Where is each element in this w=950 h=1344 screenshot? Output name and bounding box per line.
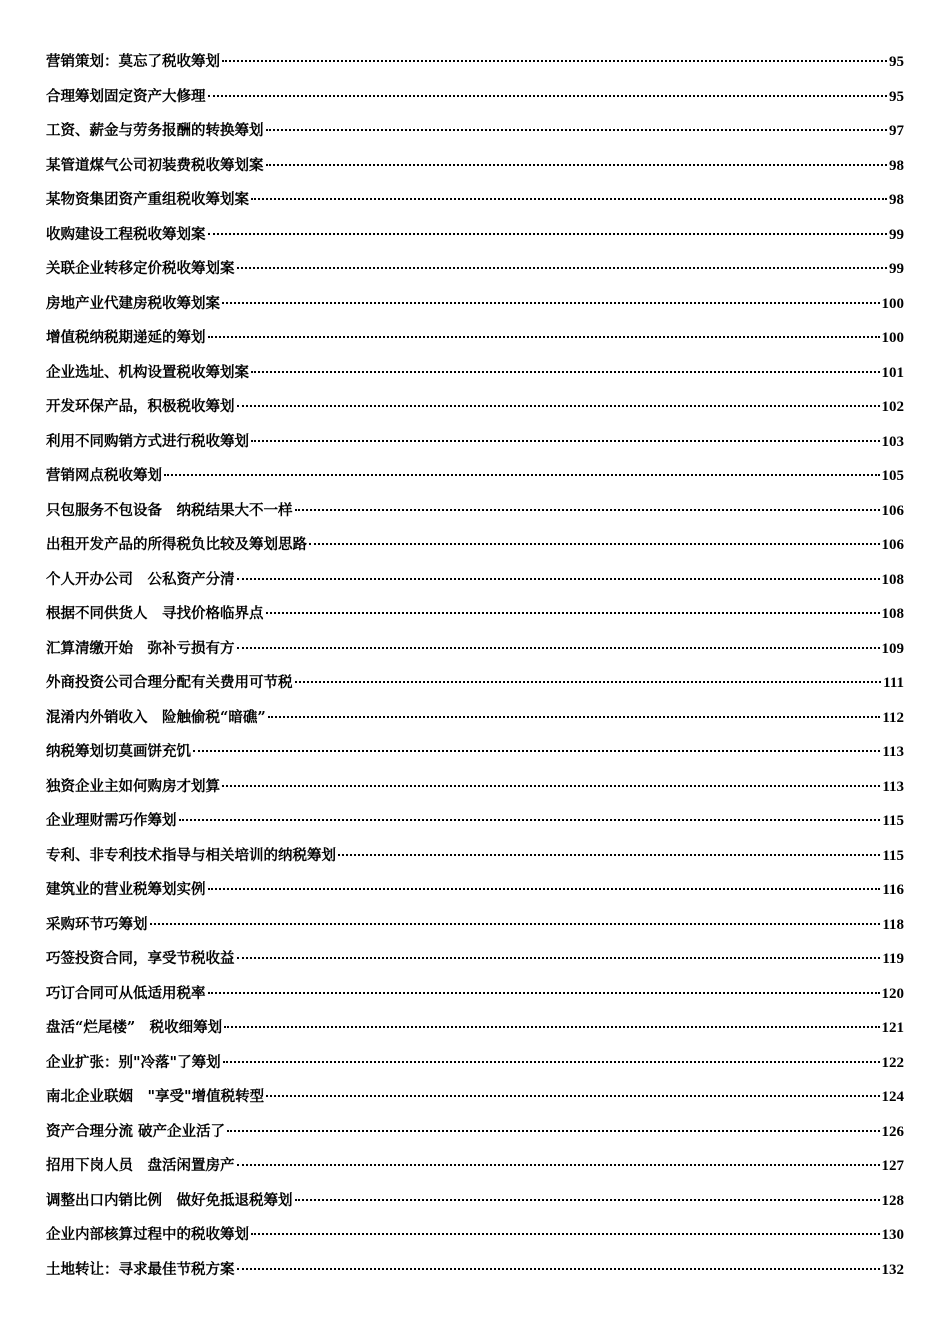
toc-entry-page: 115 xyxy=(882,847,904,864)
toc-entry[interactable] xyxy=(46,563,904,598)
toc-entry-page: 98 xyxy=(889,157,904,174)
toc-entry[interactable] xyxy=(46,701,904,736)
dot-leader xyxy=(309,543,880,545)
dot-leader xyxy=(237,267,888,269)
dot-leader xyxy=(251,371,880,373)
dot-leader xyxy=(295,681,882,683)
dot-leader xyxy=(179,819,881,821)
toc-entry[interactable] xyxy=(46,425,904,460)
toc-entry[interactable] xyxy=(46,287,904,322)
toc-entry-title: 收购建设工程税收筹划案 xyxy=(46,225,206,243)
toc-entry[interactable] xyxy=(46,1184,904,1219)
toc-entry-page: 116 xyxy=(882,882,904,898)
dot-leader xyxy=(222,785,880,787)
toc-entry-title: 巧订合同可从低适用税率 xyxy=(46,984,206,1002)
toc-entry-title: 建筑业的营业税筹划实例 xyxy=(46,881,206,898)
toc-entry[interactable] xyxy=(46,252,904,287)
toc-entry-page: 108 xyxy=(881,606,904,622)
dot-leader xyxy=(208,336,880,338)
dot-leader xyxy=(150,923,881,925)
toc-entry[interactable] xyxy=(46,80,904,115)
table-of-contents xyxy=(46,45,904,1287)
toc-entry-page: 102 xyxy=(881,399,904,415)
toc-entry-page: 120 xyxy=(881,985,904,1002)
toc-entry-title: 某管道煤气公司初装费税收筹划案 xyxy=(46,156,264,174)
toc-entry[interactable] xyxy=(46,149,904,184)
toc-entry[interactable] xyxy=(46,977,904,1012)
toc-entry-title: 开发环保产品，积极税收筹划 xyxy=(46,398,235,415)
toc-entry-title: 工资、薪金与劳务报酬的转换筹划 xyxy=(46,122,264,139)
dot-leader xyxy=(164,474,880,476)
toc-entry[interactable] xyxy=(46,1011,904,1046)
toc-entry-title: 盘活“烂尾楼” 税收细筹划 xyxy=(46,1019,223,1036)
toc-entry[interactable] xyxy=(46,321,904,356)
toc-entry-page: 119 xyxy=(882,951,904,967)
toc-entry-title: 根据不同供货人 寻找价格临界点 xyxy=(46,605,264,622)
toc-entry-title: 某物资集团资产重组税收筹划案 xyxy=(46,191,249,208)
toc-entry[interactable] xyxy=(46,942,904,977)
dot-leader xyxy=(223,1061,880,1063)
toc-entry-page: 111 xyxy=(883,675,904,691)
toc-entry-page: 115 xyxy=(882,813,904,829)
toc-entry-title: 增值税纳税期递延的筹划 xyxy=(46,329,206,346)
toc-entry[interactable] xyxy=(46,908,904,943)
toc-entry-page: 98 xyxy=(889,192,904,208)
dot-leader xyxy=(208,888,881,890)
toc-entry[interactable] xyxy=(46,1115,904,1150)
toc-entry-page: 118 xyxy=(882,916,904,933)
toc-entry-page: 106 xyxy=(881,537,904,553)
toc-entry-page: 122 xyxy=(881,1054,904,1071)
toc-entry[interactable] xyxy=(46,494,904,529)
dot-leader xyxy=(237,578,880,580)
toc-entry[interactable] xyxy=(46,632,904,667)
toc-entry-page: 113 xyxy=(882,778,904,795)
toc-entry-title: 营销策划：莫忘了税收筹划 xyxy=(46,53,220,70)
toc-entry-page: 128 xyxy=(881,1192,904,1209)
toc-entry[interactable] xyxy=(46,459,904,494)
toc-entry-title: 利用不同购销方式进行税收筹划 xyxy=(46,432,249,450)
toc-entry-page: 106 xyxy=(881,502,904,519)
toc-entry[interactable] xyxy=(46,873,904,908)
toc-entry-page: 124 xyxy=(881,1089,904,1105)
toc-entry[interactable] xyxy=(46,804,904,839)
dot-leader xyxy=(193,750,880,752)
dot-leader xyxy=(237,405,880,407)
toc-entry-page: 130 xyxy=(881,1227,904,1243)
dot-leader xyxy=(208,233,888,235)
dot-leader xyxy=(237,957,881,959)
toc-entry-page: 109 xyxy=(881,640,904,657)
toc-entry[interactable] xyxy=(46,1253,904,1288)
dot-leader xyxy=(237,1164,880,1166)
dot-leader xyxy=(266,1095,879,1097)
toc-entry-page: 105 xyxy=(881,468,904,484)
dot-leader xyxy=(222,60,887,62)
toc-entry[interactable] xyxy=(46,218,904,253)
toc-entry-title: 纳税筹划切莫画饼充饥 xyxy=(46,743,191,760)
dot-leader xyxy=(266,129,888,131)
toc-entry-page: 100 xyxy=(881,330,904,346)
dot-leader xyxy=(222,302,880,304)
toc-entry[interactable] xyxy=(46,735,904,770)
dot-leader xyxy=(251,198,887,200)
toc-entry-title: 招用下岗人员 盘活闲置房产 xyxy=(46,1157,235,1174)
toc-entry-title: 调整出口内销比例 做好免抵退税筹划 xyxy=(46,1191,293,1209)
toc-entry[interactable] xyxy=(46,45,904,80)
toc-entry-title: 个人开办公司 公私资产分清 xyxy=(46,570,235,588)
toc-entry[interactable] xyxy=(46,528,904,563)
dot-leader xyxy=(268,716,881,718)
toc-entry-title: 营销网点税收筹划 xyxy=(46,467,162,484)
toc-entry[interactable] xyxy=(46,666,904,701)
toc-entry-page: 100 xyxy=(881,295,904,312)
toc-entry[interactable] xyxy=(46,390,904,425)
toc-entry-page: 132 xyxy=(881,1261,904,1278)
toc-entry[interactable] xyxy=(46,839,904,874)
toc-entry[interactable] xyxy=(46,114,904,149)
dot-leader xyxy=(251,1233,880,1235)
dot-leader xyxy=(295,509,880,511)
toc-entry[interactable] xyxy=(46,1218,904,1253)
dot-leader xyxy=(266,612,880,614)
toc-entry-page: 95 xyxy=(889,54,904,70)
toc-entry-title: 合理筹划固定资产大修理 xyxy=(46,87,206,105)
toc-entry-page: 121 xyxy=(881,1020,904,1036)
toc-entry-page: 103 xyxy=(881,433,904,450)
toc-entry-title: 土地转让：寻求最佳节税方案 xyxy=(46,1260,235,1278)
toc-entry-title: 独资企业主如何购房才划算 xyxy=(46,777,220,795)
dot-leader xyxy=(227,1130,879,1132)
dot-leader xyxy=(251,440,880,442)
toc-entry-title: 南北企业联姻 "享受"增值税转型 xyxy=(46,1088,265,1105)
toc-entry[interactable] xyxy=(46,356,904,391)
toc-entry-page: 113 xyxy=(882,744,904,760)
toc-entry[interactable] xyxy=(46,770,904,805)
toc-entry-page: 99 xyxy=(889,226,904,243)
toc-entry-title: 专利、非专利技术指导与相关培训的纳税筹划 xyxy=(46,846,336,864)
toc-entry-title: 企业扩张：别"冷落"了筹划 xyxy=(46,1053,221,1071)
toc-entry-title: 只包服务不包设备 纳税结果大不一样 xyxy=(46,501,293,519)
toc-entry-page: 101 xyxy=(881,364,904,381)
toc-entry-title: 资产合理分流 破产企业活了 xyxy=(46,1122,226,1140)
toc-entry[interactable] xyxy=(46,597,904,632)
toc-entry-page: 126 xyxy=(881,1123,904,1140)
toc-entry[interactable] xyxy=(46,1149,904,1184)
toc-entry-title: 采购环节巧筹划 xyxy=(46,915,148,933)
toc-entry-title: 房地产业代建房税收筹划案 xyxy=(46,294,220,312)
toc-entry-title: 企业理财需巧作筹划 xyxy=(46,812,177,829)
dot-leader xyxy=(266,164,888,166)
toc-entry[interactable] xyxy=(46,1046,904,1081)
toc-entry-page: 112 xyxy=(882,709,904,726)
toc-entry-title: 关联企业转移定价税收筹划案 xyxy=(46,260,235,277)
dot-leader xyxy=(208,992,880,994)
toc-entry-page: 127 xyxy=(881,1158,904,1174)
toc-entry-page: 99 xyxy=(889,261,904,277)
toc-entry-title: 出租开发产品的所得税负比较及筹划思路 xyxy=(46,536,307,553)
toc-entry-title: 企业选址、机构设置税收筹划案 xyxy=(46,363,249,381)
toc-entry-title: 外商投资公司合理分配有关费用可节税 xyxy=(46,674,293,691)
toc-entry-title: 巧签投资合同，享受节税收益 xyxy=(46,950,235,967)
dot-leader xyxy=(338,854,880,856)
toc-entry-page: 95 xyxy=(889,88,904,105)
toc-entry-title: 汇算清缴开始 弥补亏损有方 xyxy=(46,639,235,657)
toc-entry[interactable] xyxy=(46,183,904,218)
dot-leader xyxy=(237,647,880,649)
dot-leader xyxy=(208,95,888,97)
toc-entry-title: 企业内部核算过程中的税收筹划 xyxy=(46,1226,249,1243)
dot-leader xyxy=(295,1199,880,1201)
dot-leader xyxy=(224,1026,879,1028)
dot-leader xyxy=(237,1268,880,1270)
toc-entry[interactable] xyxy=(46,1080,904,1115)
toc-entry-page: 97 xyxy=(889,123,904,139)
toc-entry-title: 混淆内外销收入 险触偷税“暗礁” xyxy=(46,708,266,726)
toc-entry-page: 108 xyxy=(881,571,904,588)
